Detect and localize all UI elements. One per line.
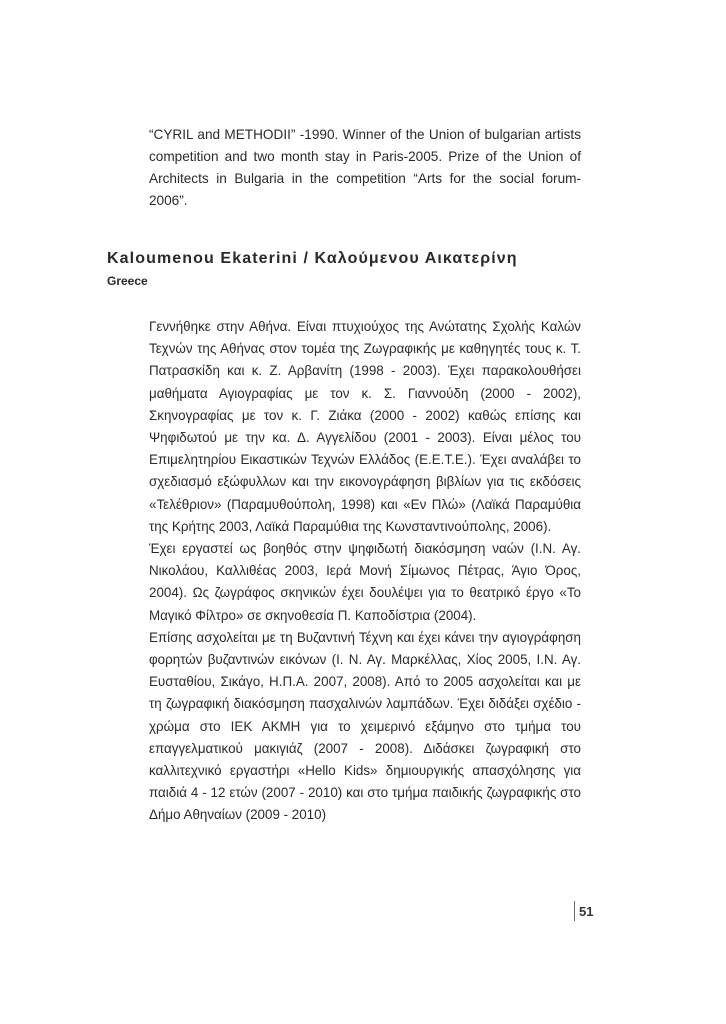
bio-paragraph: Επίσης ασχολείται με τη Βυζαντινή Τέχνη και έχει κάνει την αγιογράφηση φορητών βυζαντινών εικόνων (Ι. Ν. Αγ. Μαρκέλλας, Χίος 2005, Ι.Ν. Αγ. Ευσταθίου, Σικάγο, Η.Π.Α. 2007, 2008). Από το 2005 ασχολείται και με τη ζωγραφική διακόσμηση πασχαλινών λαμπάδων. Έχει διδάξει σχέδιο - χρώμα στο ΙΕΚ ΑΚΜΗ για το χειμερινό εξάμηνο στο τμήμα του επαγγελματικού μακιγιάζ (2007 - 2008). Διδάσκει ζωγραφική στο καλλιτεχνικό εργαστήρι «Hello Kids» δημιουργικής απασχόλησης για παιδιά 4 - 12 ετών (2007 - 2010) και στο τμήμα παιδικής ζωγραφικής στο Δήμο Αθηναίων (2009 - 2010) (149, 629, 581, 823)
page-footer (574, 900, 593, 922)
artist-country: Greece (107, 274, 148, 288)
previous-artist-bio-continuation (149, 124, 581, 212)
previous-bio-paragraph: “CYRIL and METHODII” -1990. Winner of the Union of bulgarian artists competition and two month stay in Paris-2005. Prize of the Union of Architects in Bulgaria in the competition “Arts for the social forum-2006”. (149, 127, 581, 208)
bio-paragraph: Έχει εργαστεί ως βοηθός στην ψηφιδωτή διακόσμηση ναών (Ι.Ν. Αγ. Νικολάου, Καλλιθέας 2003, Ιερά Μονή Σίμωνος Πέτρας, Άγιο Όρος, 2004). Ως ζωγράφος σκηνικών έχει δουλέψει για το θεατρικό έργο «Το Μαγικό Φίλτρο» σε σκηνοθεσία Π. Καποδίστρια (2004). (149, 541, 581, 623)
bio-paragraph: Γεννήθηκε στην Αθήνα. Είναι πτυχιούχος της Ανώτατης Σχολής Καλών Τεχνών της Αθήνας στον τομέα της Ζωγραφικής με καθηγητές τους κ. Τ. Πατρασκίδη και κ. Ζ. Αρβανίτη (1998 - 2003). Έχει παρακολουθήσει μαθήματα Αγιογραφίας με τον κ. Σ. Γιαννούδη (2000 - 2002), Σκηνογραφίας με τον κ. Γ. Ζιάκα (2000 - 2002) καθώς επίσης και Ψηφιδωτού με την κα. Δ. Αγγελίδου (2001 - 2003). Είναι μέλος του Επιμελητηρίου Εικαστικών Τεχνών Ελλάδος (Ε.Ε.Τ.Ε.). Έχει αναλάβει το σχεδιασμό εξώφυλλων και την εικονογράφηση βιβλίων για τις εκδόσεις «Τελέθριον» (Παραμυθούπολη, 1998) και «Εν Πλώ» (Λαϊκά Παραμύθια της Κρήτης 2003, Λαϊκά Παραμύθια της Κωνσταντινούπολης, 2006). (149, 319, 581, 534)
artist-bio (149, 316, 581, 827)
page-number-divider (574, 901, 575, 921)
artist-name-heading: Kaloumenou Ekaterini / Καλούμενου Αικατερίνη (107, 250, 518, 267)
page-number: 51 (579, 903, 594, 919)
